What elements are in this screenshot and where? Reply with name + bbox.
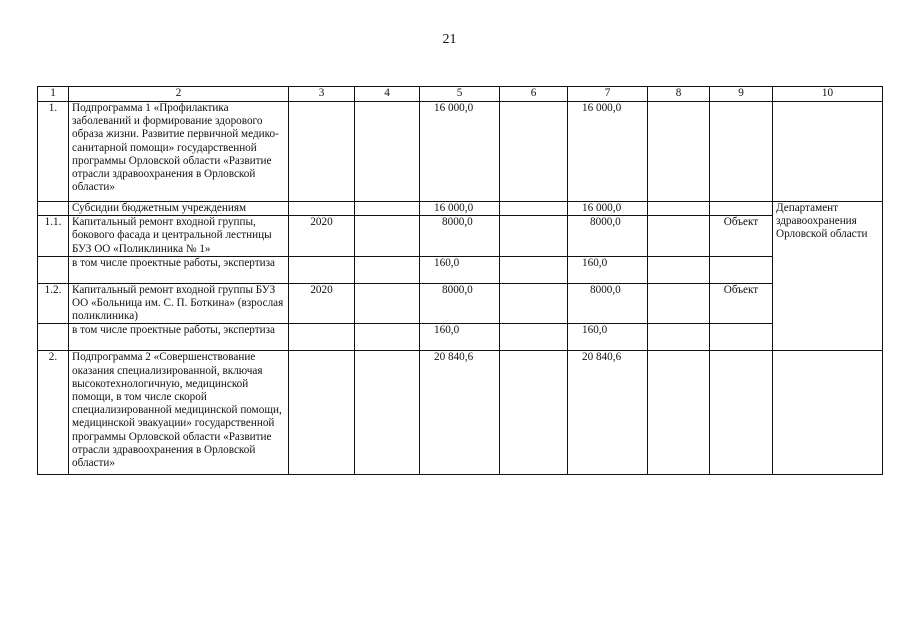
row-col6 bbox=[500, 256, 568, 283]
row-description: Подпрограмма 1 «Профилактика заболеваний и формирование здорового образа жизни. Развитие первичной медико-санитарной помощи» государственной программы Орловской области «Развитие отрасли здравоохранения в Орловской области» bbox=[69, 102, 289, 202]
table-row bbox=[38, 351, 883, 475]
row-year bbox=[289, 256, 355, 283]
row-col5: 8000,0 bbox=[420, 216, 500, 257]
row-description: Субсидии бюджетным учреждениям bbox=[69, 202, 289, 216]
row-year: 2020 bbox=[289, 283, 355, 324]
table-row bbox=[38, 256, 883, 283]
table-row bbox=[38, 102, 883, 202]
row-col4 bbox=[355, 256, 420, 283]
row-col10-empty bbox=[773, 351, 883, 475]
row-number bbox=[38, 256, 69, 283]
row-col6 bbox=[500, 216, 568, 257]
row-col8 bbox=[648, 256, 710, 283]
row-number bbox=[38, 324, 69, 351]
row-year: 2020 bbox=[289, 216, 355, 257]
table-header-row bbox=[38, 87, 883, 102]
row-col9 bbox=[710, 102, 773, 202]
table-row bbox=[38, 324, 883, 351]
header-cell: 6 bbox=[500, 87, 568, 102]
row-col4 bbox=[355, 351, 420, 475]
row-col9: Объект bbox=[710, 216, 773, 257]
row-col5: 160,0 bbox=[420, 324, 500, 351]
row-year bbox=[289, 324, 355, 351]
header-cell: 7 bbox=[568, 87, 648, 102]
table-row bbox=[38, 283, 883, 324]
row-col9 bbox=[710, 256, 773, 283]
responsible-department: Департамент здравоохранения Орловской области bbox=[773, 202, 883, 351]
row-description: Подпрограмма 2 «Совершенствование оказания специализированной, включая высокотехнологичную, медицинской помощи, в том числе скорой специализированной медицинской помощи, медицинской эвакуации» государственной программы Орловской области «Развитие отрасли здравоохранения в Орловской области» bbox=[69, 351, 289, 475]
header-cell: 1 bbox=[38, 87, 69, 102]
row-col8 bbox=[648, 102, 710, 202]
row-col9 bbox=[710, 351, 773, 475]
row-col7: 20 840,6 bbox=[568, 351, 648, 475]
budget-table bbox=[37, 86, 883, 475]
row-col5: 16 000,0 bbox=[420, 202, 500, 216]
row-col7: 16 000,0 bbox=[568, 102, 648, 202]
row-col7: 160,0 bbox=[568, 324, 648, 351]
row-col10-empty bbox=[773, 102, 883, 202]
header-cell: 3 bbox=[289, 87, 355, 102]
row-col5: 8000,0 bbox=[420, 283, 500, 324]
row-col8 bbox=[648, 324, 710, 351]
row-year bbox=[289, 351, 355, 475]
row-col5: 20 840,6 bbox=[420, 351, 500, 475]
header-cell: 10 bbox=[773, 87, 883, 102]
row-col9: Объект bbox=[710, 283, 773, 324]
row-col8 bbox=[648, 283, 710, 324]
row-col7: 16 000,0 bbox=[568, 202, 648, 216]
row-col4 bbox=[355, 324, 420, 351]
row-col7: 8000,0 bbox=[568, 283, 648, 324]
row-col5: 160,0 bbox=[420, 256, 500, 283]
row-description: в том числе проектные работы, экспертиза bbox=[69, 256, 289, 283]
row-number bbox=[38, 202, 69, 216]
table-row bbox=[38, 216, 883, 257]
row-year bbox=[289, 202, 355, 216]
row-col6 bbox=[500, 324, 568, 351]
row-col5: 16 000,0 bbox=[420, 102, 500, 202]
row-col8 bbox=[648, 216, 710, 257]
row-col6 bbox=[500, 351, 568, 475]
header-cell: 9 bbox=[710, 87, 773, 102]
row-col4 bbox=[355, 283, 420, 324]
row-description: Капитальный ремонт входной группы, бокового фасада и центральной лестницы БУЗ ОО «Поликлиника № 1» bbox=[69, 216, 289, 257]
row-number: 1. bbox=[38, 102, 69, 202]
row-col9 bbox=[710, 202, 773, 216]
row-col6 bbox=[500, 283, 568, 324]
row-col8 bbox=[648, 202, 710, 216]
row-number: 1.2. bbox=[38, 283, 69, 324]
header-cell: 5 bbox=[420, 87, 500, 102]
header-cell: 8 bbox=[648, 87, 710, 102]
row-col6 bbox=[500, 102, 568, 202]
row-col9 bbox=[710, 324, 773, 351]
header-cell: 4 bbox=[355, 87, 420, 102]
row-col4 bbox=[355, 202, 420, 216]
row-year bbox=[289, 102, 355, 202]
row-description: Капитальный ремонт входной группы БУЗ ОО «Больница им. С. П. Боткина» (взрослая поликлиника) bbox=[69, 283, 289, 324]
row-number: 2. bbox=[38, 351, 69, 475]
row-col7: 160,0 bbox=[568, 256, 648, 283]
header-cell: 2 bbox=[69, 87, 289, 102]
row-number: 1.1. bbox=[38, 216, 69, 257]
row-col4 bbox=[355, 102, 420, 202]
page-number: 21 bbox=[442, 32, 457, 47]
row-col6 bbox=[500, 202, 568, 216]
row-col8 bbox=[648, 351, 710, 475]
row-col7: 8000,0 bbox=[568, 216, 648, 257]
table-row bbox=[38, 202, 883, 216]
row-col4 bbox=[355, 216, 420, 257]
row-description: в том числе проектные работы, экспертиза bbox=[69, 324, 289, 351]
